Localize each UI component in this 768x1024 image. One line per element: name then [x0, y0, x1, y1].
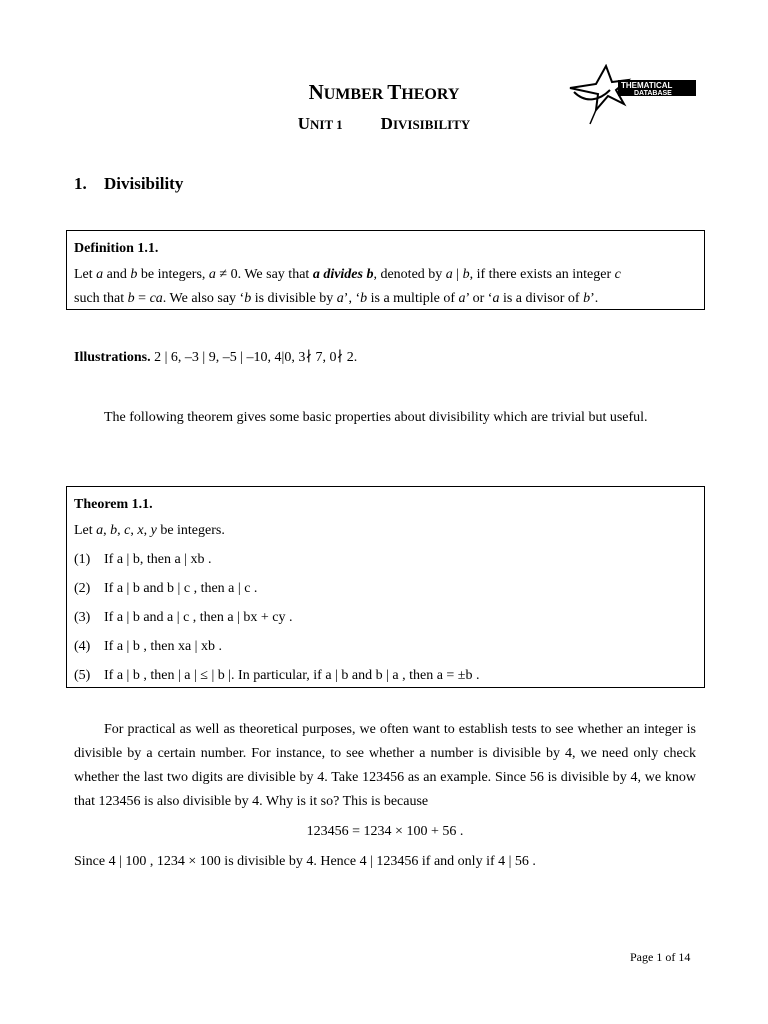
section-title: Divisibility	[104, 174, 184, 193]
theorem-item	[74, 664, 697, 688]
def-text: ’ or ‘	[465, 291, 493, 306]
logo-text-line2: DATABASE	[634, 90, 672, 97]
definition-line-2: such that b = ca. We also say ‘b is divisible by a’, ‘b is a multiple of a’ or ‘a is a divisor of b’.	[74, 291, 599, 306]
def-text: . We say that	[237, 267, 313, 282]
unit-cap: U	[297, 114, 311, 133]
var-b: b	[583, 291, 591, 306]
def-text: ’.	[590, 291, 599, 306]
def-text: ’, ‘	[343, 291, 361, 306]
math-a-divides-b: a	[445, 267, 453, 282]
def-text: and	[103, 267, 131, 282]
logo-tail	[590, 110, 596, 124]
var-b: b	[130, 267, 138, 282]
item-text: If a | b , then xa | xb .	[104, 639, 222, 654]
var-c: c	[614, 267, 621, 282]
item-text: If a | b and a | c , then a | bx + cy .	[104, 610, 293, 625]
unit-rest: NIT 1	[310, 117, 343, 132]
def-text: , if there exists an integer	[469, 267, 615, 282]
def-text: such that	[74, 291, 128, 306]
math-b-eq-ca: b	[127, 291, 135, 306]
title-cap-t: T	[387, 80, 402, 104]
math-a-neq-0: a	[208, 267, 216, 282]
var-a: a	[458, 291, 466, 306]
item-label: (2)	[74, 581, 91, 596]
illustrations-label: Illustrations.	[74, 350, 151, 365]
item-text: If a | b and b | c , then a | c .	[104, 581, 258, 596]
illustrations-line	[74, 346, 696, 370]
item-text: If a | b , then | a | ≤ | b |. In particular, if a | b and b | a , then a = ±b .	[104, 668, 480, 683]
topic-cap: D	[380, 114, 393, 133]
section-heading	[74, 174, 183, 194]
title-cap-n: N	[308, 80, 324, 104]
theorem-heading: Theorem 1.1.	[74, 497, 153, 512]
illustrations-text: 2 | 6, –3 | 9, –5 | –10, 4|0, 3∤ 7, 0∤ 2.	[150, 350, 358, 365]
topic-rest: IVISIBILITY	[392, 117, 471, 132]
item-label: (3)	[74, 610, 91, 625]
theorem-intro-text: be integers.	[160, 523, 225, 538]
item-label: (4)	[74, 639, 91, 654]
logo-text-line1: THEMATICAL	[621, 81, 673, 90]
var-a: a	[492, 291, 500, 306]
var-ca: ca	[149, 291, 163, 306]
def-text: is divisible by	[251, 291, 337, 306]
def-text: Let	[74, 267, 97, 282]
def-text: is a multiple of	[367, 291, 459, 306]
title-rest-heory: HEORY	[401, 86, 460, 103]
def-text: be integers,	[137, 267, 209, 282]
var-a: a	[336, 291, 344, 306]
def-text: is a divisor of	[499, 291, 584, 306]
var-b: b	[244, 291, 252, 306]
theorem-box	[66, 486, 705, 688]
var-b: b	[360, 291, 368, 306]
definition-heading: Definition 1.1.	[74, 241, 159, 256]
definition-box	[66, 230, 705, 310]
item-label: (1)	[74, 552, 91, 567]
mathematical-database-logo	[566, 64, 698, 126]
item-text: If a | b, then a | xb .	[104, 552, 212, 567]
def-term: a divides b	[312, 267, 374, 282]
theorem-item	[74, 548, 697, 572]
var-b: b	[462, 267, 470, 282]
page-number: Page 1 of 14	[630, 950, 691, 964]
logo-swoosh	[574, 90, 610, 99]
section-number: 1.	[74, 174, 87, 193]
var-a: a	[96, 267, 104, 282]
def-text: , denoted by	[373, 267, 446, 282]
theorem-intro: Let a, b, c, x, y be integers.	[74, 523, 225, 538]
title-rest-umber: UMBER	[323, 86, 388, 103]
theorem-item	[74, 606, 697, 630]
theorem-item	[74, 635, 697, 659]
equation: 123456 = 1234 × 100 + 56 .	[306, 824, 464, 839]
theorem-item	[74, 577, 697, 601]
def-text: . We also say ‘	[162, 291, 245, 306]
practical-paragraph: For practical as well as theoretical purposes, we often want to establish tests to see whether an integer is divisible by a certain number. For instance, to see whether a number is divisible by 4, we need only check whether the last two digits are divisible by 4. Take 123456 as an example. Since 56 is divisible by 4, we know that 123456 is also divisible by 4. Why is it so? This is because	[74, 722, 696, 809]
item-label: (5)	[74, 668, 91, 683]
intro-paragraph: The following theorem gives some basic properties about divisibility which are trivial but useful.	[104, 410, 648, 425]
definition-line-1: Let a and b be integers, a ≠ 0. We say that a divides b, denoted by a | b, if there exists an integer c	[74, 267, 621, 282]
since-line: Since 4 | 100 , 1234 × 100 is divisible by 4. Hence 4 | 123456 if and only if 4 | 56 .	[74, 854, 536, 869]
